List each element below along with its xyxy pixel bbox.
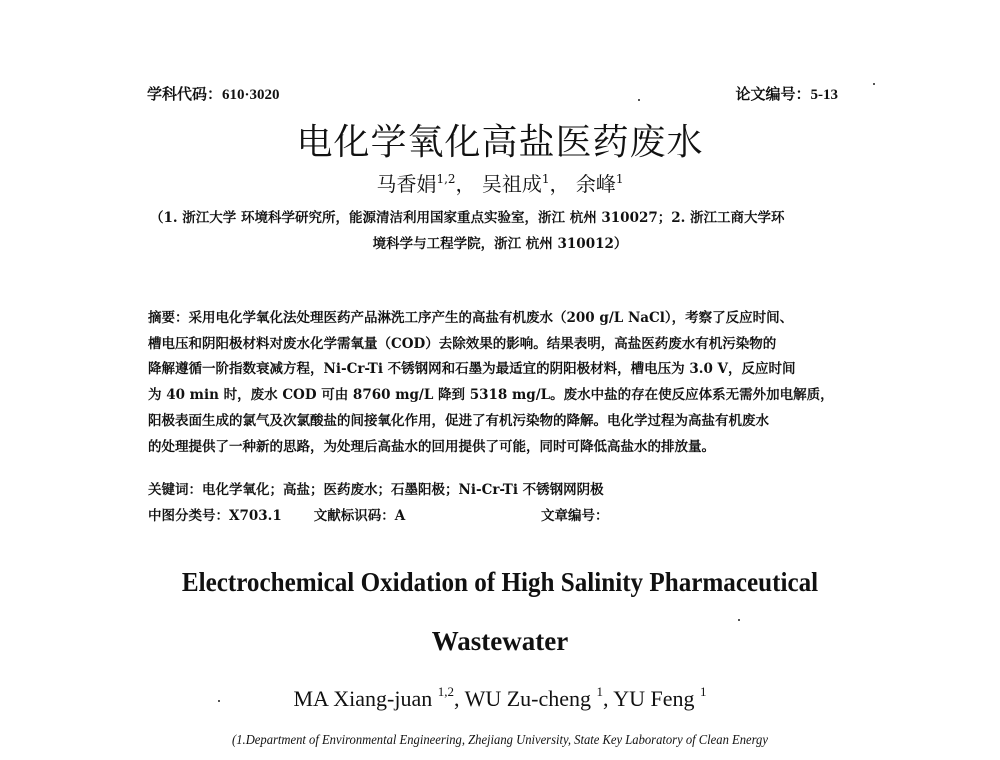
paper-number-value: 5-13: [810, 87, 838, 103]
author-affiliation-mark: 1: [699, 684, 707, 699]
author-name: 吴祖成: [481, 172, 542, 196]
author-name: 余峰: [575, 172, 616, 196]
keywords: [148, 478, 604, 498]
author-name: WU Zu-cheng: [464, 686, 597, 711]
title-english-line-1: Electrochemical Oxidation of High Salinity Pharmaceutical: [181, 567, 819, 597]
abstract-line: 摘要：采用电化学氧化法处理医药产品淋洗工序产生的高盐有机废水（200 g/L NaCl），考察了反应时间、: [148, 310, 794, 326]
abstract: [148, 306, 878, 460]
author-separator: ,: [453, 686, 465, 711]
authors-english: [0, 684, 1000, 712]
author-separator: ,: [603, 686, 614, 711]
author-affiliation-mark: 1,2: [436, 172, 456, 186]
abstract-line: 的处理提供了一种新的思路，为处理后高盐水的回用提供了可能，同时可降低高盐水的排放量。: [148, 438, 715, 455]
clc-value: X703.1: [229, 508, 282, 524]
title-chinese: 电化学氧化高盐医药废水: [296, 122, 704, 163]
abstract-label: 摘要：: [148, 310, 189, 326]
author-affiliation-mark: 1,2: [437, 684, 454, 699]
abstract-line: 阳极表面生成的氯气及次氯酸盐的间接氧化作用，促进了有机污染物的降解。电化学过程为高盐有机废水: [148, 412, 769, 429]
keywords-label: 关键词：: [148, 482, 202, 498]
affiliation-english: (1.Department of Environmental Engineering, Zhejiang University, State Key Laboratory of Clean Energy: [232, 733, 768, 748]
scan-speck: [638, 99, 640, 101]
article-number-label: 文章编号：: [541, 508, 609, 524]
document-code-value: A: [394, 508, 406, 524]
paper-number-label: 论文编号：: [735, 87, 811, 103]
scan-speck: [218, 700, 220, 702]
author-name: YU Feng: [613, 686, 700, 711]
affiliation-chinese-line-1: （1. 浙江大学 环境科学研究所，能源清洁利用国家重点实验室，浙江 杭州 310027；2. 浙江工商大学环: [150, 210, 785, 226]
author-affiliation-mark: 1: [596, 684, 604, 699]
subject-code-value: 610·3020: [222, 87, 280, 103]
scan-speck: [738, 619, 740, 621]
author-separator: ，: [549, 172, 570, 196]
abstract-line: 降解遵循一阶指数衰减方程，Ni-Cr-Ti 不锈钢网和石墨为最适宜的阴阳极材料，槽电压为 3.0 V，反应时间: [148, 361, 796, 378]
author-separator: ，: [455, 172, 482, 196]
abstract-line: 为 40 min 时，废水 COD 可由 8760 mg/L 降到 5318 mg/L。废水中盐的存在使反应体系无需外加电解质，: [148, 387, 834, 404]
author-affiliation-mark: 1: [541, 172, 550, 186]
paper-number: [735, 83, 838, 104]
keywords-text: 电化学氧化；高盐；医药废水；石墨阳极；Ni-Cr-Ti 不锈钢网阴极: [202, 482, 604, 498]
clc-label: 中图分类号：: [148, 508, 229, 524]
article-number: [541, 504, 609, 524]
abstract-line: 槽电压和阴阳极材料对废水化学需氧量（COD）去除效果的影响。结果表明，高盐医药废水有机污染物的: [148, 335, 777, 352]
subject-code-label: 学科代码：: [147, 87, 223, 103]
author-name: 马香娟: [376, 172, 437, 196]
affiliation-chinese-line-2: 境科学与工程学院，浙江 杭州 310012）: [372, 236, 628, 252]
classification: [148, 504, 405, 524]
author-affiliation-mark: 1: [615, 172, 624, 186]
title-english-line-2: Wastewater: [431, 626, 569, 656]
subject-code: [147, 83, 280, 104]
document-code-label: 文献标识码：: [313, 508, 395, 524]
scan-speck: [873, 83, 875, 85]
authors-chinese: [0, 168, 1000, 197]
author-name: MA Xiang-juan: [293, 686, 438, 711]
